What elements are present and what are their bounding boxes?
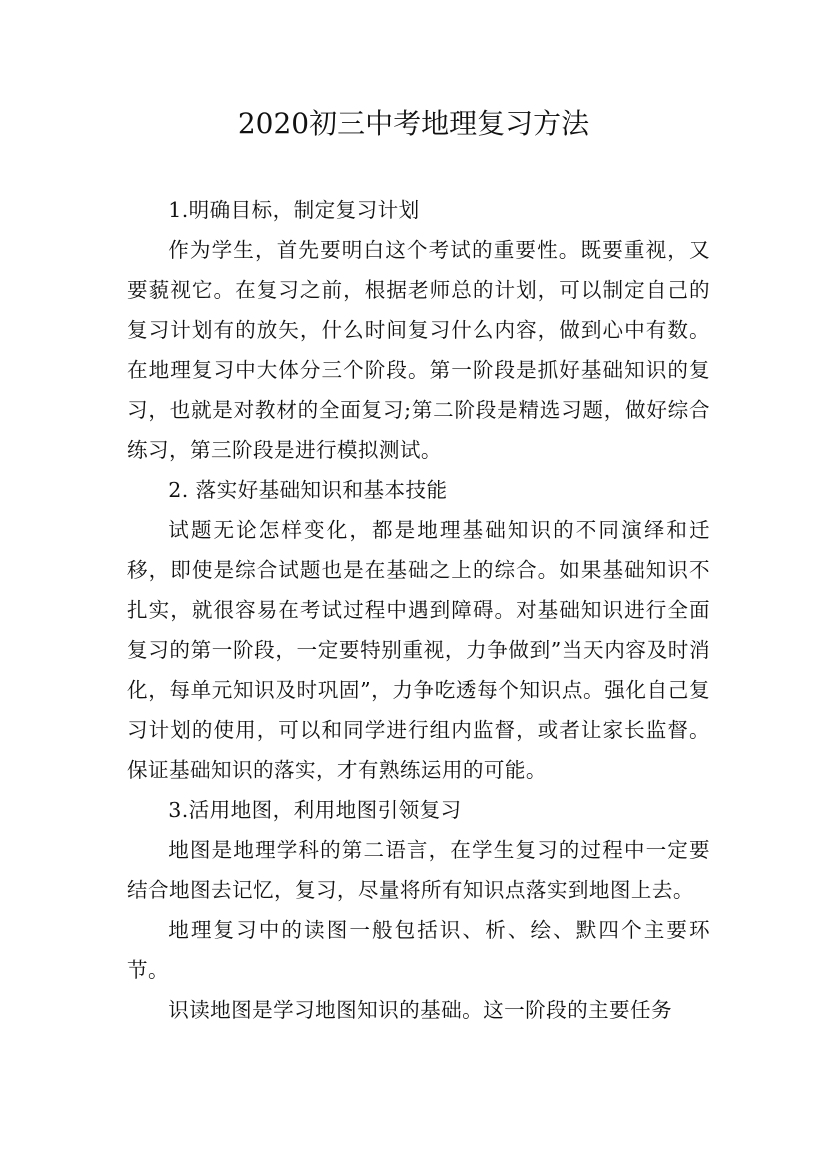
paragraph: 作为学生，首先要明白这个考试的重要性。既要重视，又要藐视它。在复习之前，根据老师总的计划，可以制定自己的复习计划有的放矢，什么时间复习什么内容，做到心中有数。在地理复习中大体分三个阶段。第一阶段是抓好基础知识的复习，也就是对教材的全面复习;第二阶段是精选习题，做好综合练习，第三阶段是进行模拟测试。 (127, 238, 710, 462)
section-heading: 2. 落实好基础知识和基本技能 (168, 478, 448, 502)
document-body (127, 190, 710, 1030)
paragraph: 地理复习中的读图一般包括识、析、绘、默四个主要环节。 (127, 918, 710, 982)
paragraph: 试题无论怎样变化，都是地理基础知识的不同演绎和迁移，即使是综合试题也是在基础之上的综合。如果基础知识不扎实，就很容易在考试过程中遇到障碍。对基础知识进行全面复习的第一阶段，一定要特别重视，力争做到”当天内容及时消化，每单元知识及时巩固”，力争吃透每个知识点。强化自己复习计划的使用，可以和同学进行组内监督，或者让家长监督。保证基础知识的落实，才有熟练运用的可能。 (127, 518, 710, 782)
document-title: 2020初三中考地理复习方法 (237, 107, 590, 140)
paragraph: 识读地图是学习地图知识的基础。这一阶段的主要任务 (168, 998, 673, 1022)
paragraph: 地图是地理学科的第二语言，在学生复习的过程中一定要结合地图去记忆，复习，尽量将所有知识点落实到地图上去。 (127, 838, 710, 902)
section-heading: 3.活用地图，利用地图引领复习 (168, 798, 462, 822)
section-heading: 1.明确目标，制定复习计划 (168, 198, 420, 222)
